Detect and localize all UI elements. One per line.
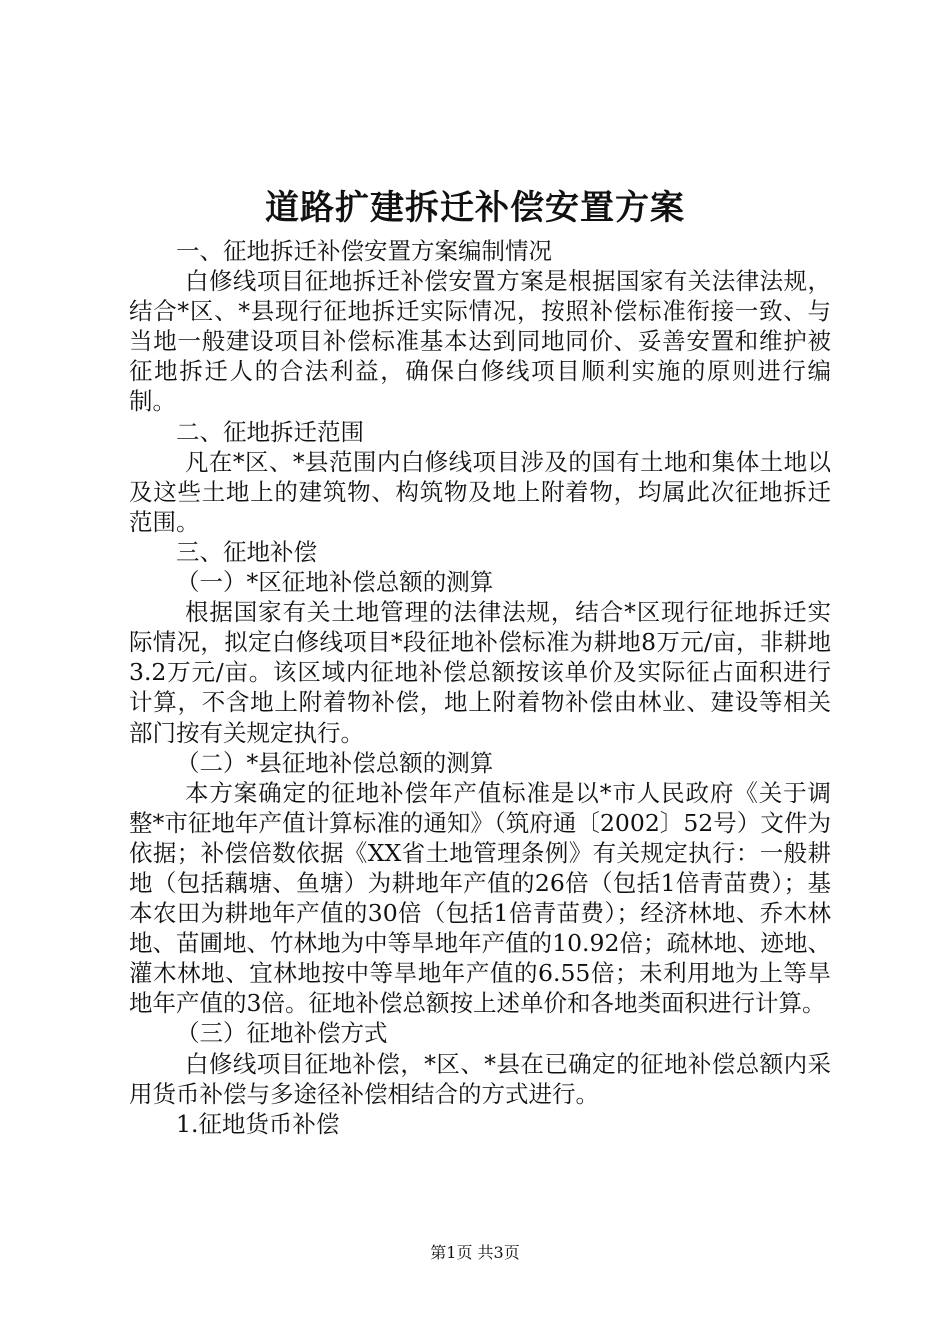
document-body (129, 236, 831, 1139)
paragraph-4: 本方案确定的征地补偿年产值标准是以*市人民政府《关于调整*市征地年产值计算标准的通知》（筑府通〔2002〕52号）文件为依据；补偿倍数依据《XX省土地管理条例》有关规定执行：一般耕地（包括藕塘、鱼塘）为耕地年产值的26倍（包括1倍青苗费）；基本农田为耕地年产值的30倍（包括1倍青苗费）；经济林地、乔木林地、苗圃地、竹林地为中等旱地年产值的10.92倍；疏林地、迹地、灌木林地、宜林地按中等旱地年产值的6.55倍；未利用地为上等旱地年产值的3倍。征地补偿总额按上述单价和各地类面积进行计算。 (129, 778, 831, 1018)
section-heading-3: 三、征地补偿 (176, 537, 317, 566)
paragraph-5: 白修线项目征地补偿，*区、*县在已确定的征地补偿总额内采用货币补偿与多途径补偿相结合的方式进行。 (129, 1049, 831, 1108)
page-footer: 第1页 共3页 (430, 1243, 520, 1262)
paragraph-3: 根据国家有关土地管理的法律法规，结合*区现行征地拆迁实际情况，拟定白修线项目*段征地补偿标准为耕地8万元/亩，非耕地3.2万元/亩。该区域内征地补偿总额按该单价及实际征占面积进行计算，不含地上附着物补偿，地上附着物补偿由林业、建设等相关部门按有关规定执行。 (129, 598, 831, 747)
document-title: 道路扩建拆迁补偿安置方案 (265, 188, 685, 228)
paragraph-1: 白修线项目征地拆迁补偿安置方案是根据国家有关法律法规，结合*区、*县现行征地拆迁实际情况，按照补偿标准衔接一致、与当地一般建设项目补偿标准基本达到同地同价、妥善安置和维护被征地拆迁人的合法利益，确保白修线项目顺利实施的原则进行编制。 (129, 267, 831, 416)
subsection-heading-2: （二）*县征地补偿总额的测算 (176, 748, 494, 777)
paragraph-2: 凡在*区、*县范围内白修线项目涉及的国有土地和集体土地以及这些土地上的建筑物、构筑物及地上附着物，均属此次征地拆迁范围。 (129, 447, 831, 536)
subsection-heading-3: （三）征地补偿方式 (176, 1019, 388, 1048)
subsection-heading-1: （一）*区征地补偿总额的测算 (176, 568, 494, 597)
section-heading-2: 二、征地拆迁范围 (176, 417, 364, 446)
section-heading-1: 一、征地拆迁补偿安置方案编制情况 (176, 237, 552, 265)
item-heading-1: 1.征地货币补偿 (176, 1109, 340, 1138)
